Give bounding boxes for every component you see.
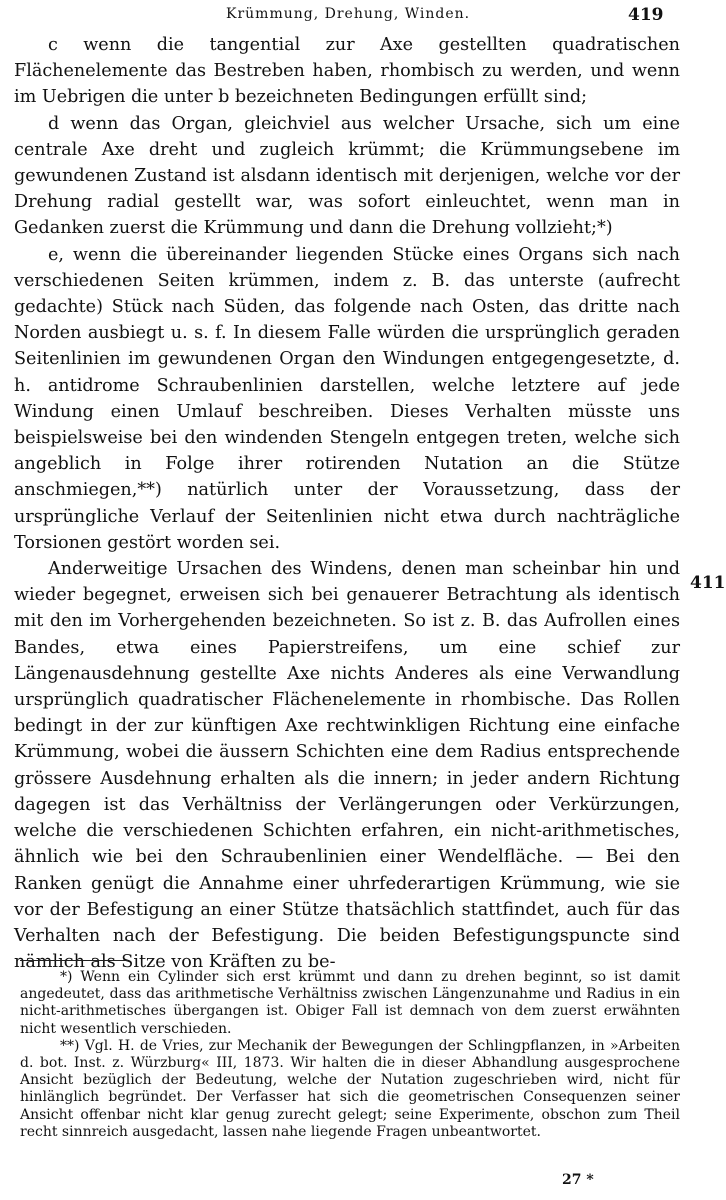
paragraph-main: Anderweitige Ursachen des Windens, denen man scheinbar hin und wieder begegnet, erweisen sich bei genauerer Betrachtung als identisch mit den im Vorhergehenden bezeichneten. So ist z. B. das Aufrollen eines Bandes, etwa eines Papierstreifens, um eine schief zur Längenausdehnung gestellte Axe nichts Anderes als eine Verwandlung ursprünglich quadratischer Flächenelemente in rhombische. Das Rollen bedingt in der zur künftigen Axe rechtwinkligen Richtung eine einfache Krümmung, wobei die äussern Schichten eine dem Radius entsprechende grössere Ausdehnung erhalten als die innern; in jeder andern Richtung dagegen ist das Verhältniss der Verlängerungen oder Verkürzungen, welche die verschiedenen Schichten erfahren, ein nicht-arithmetisches, ähnlich wie bei den Schraubenlinien einer Wendelfläche. — Bei den Ranken genügt die Annahme einer uhrfederartigen Krümmung, wie sie vor der Befestigung an einer Stütze thatsächlich stattfindet, auch für das Verhalten nach der Befestigung. Die beiden Befestigungspuncte sind nämlich als Sitze von Kräften zu be- <box>14 559 680 973</box>
body-text <box>14 32 680 975</box>
signature-mark: 27 * <box>562 1172 594 1188</box>
page-number: 419 <box>628 5 664 25</box>
paragraph-e: e, wenn die übereinander liegenden Stücke eines Organs sich nach verschiedenen Seiten krümmen, indem z. B. das unterste (aufrecht gedachte) Stück nach Süden, das folgende nach Osten, das dritte nach Norden ausbiegt u. s. f. In diesem Falle würden die ursprünglich geraden Seitenlinien im gewundenen Organ den Windungen entgegengesetzte, d. h. antidrome Schraubenlinien darstellen, welche letztere auf jede Windung einen Umlauf beschreiben. Dieses Verhalten müsste uns beispielsweise bei den windenden Stengeln entgegen treten, welche sich angeblich in Folge ihrer rotirenden Nutation an die Stütze anschmiegen,**) natürlich unter der Voraussetzung, dass der ursprüngliche Verlauf der Seitenlinien nicht etwa durch nachträgliche Torsionen gestört worden sei. <box>14 244 680 553</box>
footnote-1: *) Wenn ein Cylinder sich erst krümmt und dann zu drehen beginnt, so ist damit angedeutet, dass das arithmetische Verhältniss zwischen Längenzunahme und Radius in ein nicht-arithmetisches übergangen ist. Obiger Fall ist demnach von dem zuerst erwähnten nicht wesentlich verschieden. <box>20 969 680 1037</box>
margin-page-reference: 411 <box>690 573 726 593</box>
paragraph-c: c wenn die tangential zur Axe gestellten quadratischen Flächenelemente das Bestreben haben, rhombisch zu werden, und wenn im Uebrigen die unter b bezeichneten Bedingungen erfüllt sind; <box>14 35 680 108</box>
footnotes <box>20 969 680 1141</box>
running-title: Krümmung, Drehung, Winden. <box>226 6 471 22</box>
footnote-2: **) Vgl. H. de Vries, zur Mechanik der Bewegungen der Schlingpflanzen, in »Arbeiten d. bot. Inst. z. Würzburg« III, 1873. Wir halten die in dieser Abhandlung ausgesprochene Ansicht bezüglich der Bedeutung, welche der Nutation zugeschrieben wird, nicht für hinlänglich begründet. Der Verfasser hat sich die geometrischen Consequenzen seiner Ansicht offenbar nicht klar genug zurecht gelegt; seine Experimente, obschon zum Theil recht sinnreich ausgedacht, lassen nahe liegende Fragen unbeantwortet. <box>20 1037 680 1140</box>
page-header <box>0 6 726 28</box>
footnote-divider <box>20 960 128 961</box>
paragraph-d: d wenn das Organ, gleichviel aus welcher Ursache, sich um eine centrale Axe dreht und zugleich krümmt; die Krümmungsebene im gewundenen Zustand ist alsdann identisch mit derjenigen, welche vor der Drehung radial gestellt war, was sofort einleuchtet, wenn man in Gedanken zuerst die Krümmung und dann die Drehung vollzieht;*) <box>14 113 680 239</box>
